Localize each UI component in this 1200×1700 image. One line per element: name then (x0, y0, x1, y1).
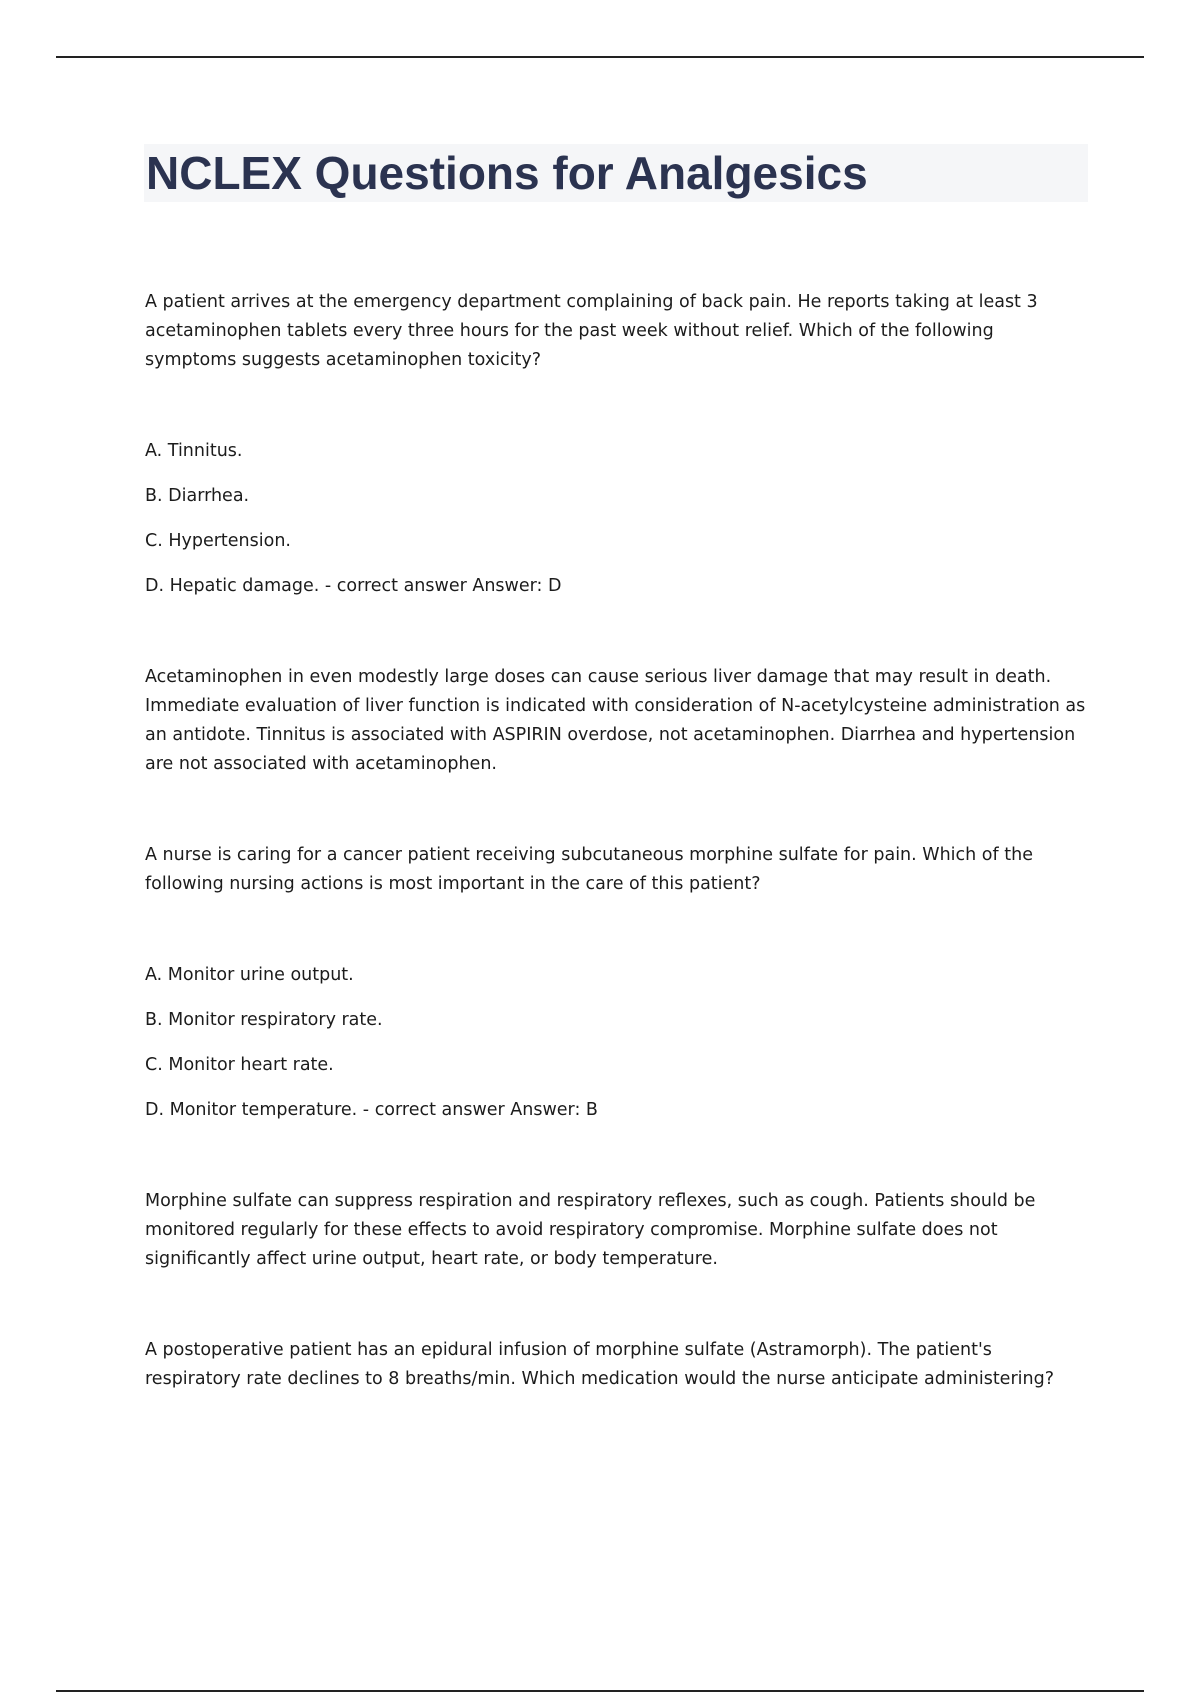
footer-rule (56, 1690, 1144, 1692)
question-1 (145, 288, 1089, 779)
question-1-option-b: B. Diarrhea. (145, 486, 250, 506)
question-2-option-d: D. Monitor temperature. - correct answer Answer: B (145, 1100, 598, 1120)
question-2-options (145, 961, 1089, 1125)
question-2-stem: A nurse is caring for a cancer patient receiving subcutaneous morphine sulfate for pain. Which of the following nursing actions is most important in the care of this patient? (145, 845, 1033, 894)
question-2-option-a: A. Monitor urine output. (145, 965, 354, 985)
question-1-explanation: Acetaminophen in even modestly large doses can cause serious liver damage that may result in death. Immediate evaluation of liver function is indicated with consideration of N-acetylcysteine administration as an antidote. Tinnitus is associated with ASPIRIN overdose, not acetaminophen. Diarrhea and hypertension are not associated with acetaminophen. (145, 667, 1086, 774)
question-2-explanation: Morphine sulfate can suppress respiration and respiratory reflexes, such as cough. Patients should be monitored regularly for these effects to avoid respiratory compromise. Morphine sulfate does not significantly affect urine output, heart rate, or body temperature. (145, 1191, 1036, 1269)
document-body (145, 288, 1089, 1394)
question-3 (145, 1336, 1089, 1394)
question-1-options (145, 437, 1089, 601)
page-title: NCLEX Questions for Analgesics (146, 147, 868, 199)
question-1-option-c: C. Hypertension. (145, 531, 291, 551)
question-1-option-a: A. Tinnitus. (145, 441, 243, 461)
header-rule (56, 56, 1144, 58)
question-2-option-c: C. Monitor heart rate. (145, 1055, 334, 1075)
question-3-stem: A postoperative patient has an epidural infusion of morphine sulfate (Astramorph). The patient's respiratory rate declines to 8 breaths/min. Which medication would the nurse anticipate administering? (145, 1340, 1054, 1389)
question-2-option-b: B. Monitor respiratory rate. (145, 1010, 383, 1030)
question-1-option-d: D. Hepatic damage. - correct answer Answer: D (145, 576, 562, 596)
question-2 (145, 841, 1089, 1274)
question-1-stem: A patient arrives at the emergency department complaining of back pain. He reports taking at least 3 acetaminophen tablets every three hours for the past week without relief. Which of the following symptoms suggests acetaminophen toxicity? (145, 292, 1038, 370)
